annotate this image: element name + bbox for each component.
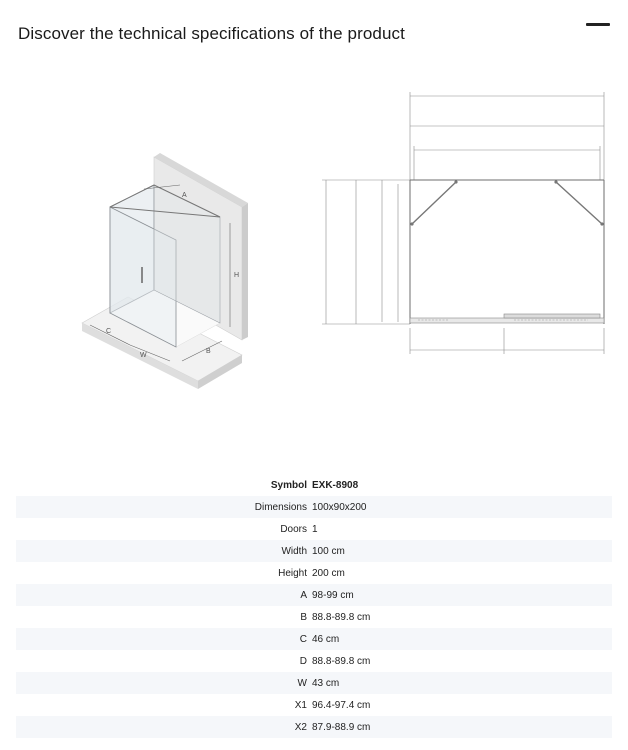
spec-row-symbol xyxy=(16,474,612,496)
spec-row-a xyxy=(16,584,612,606)
spec-label: Height xyxy=(278,567,307,579)
spec-value: 200 cm xyxy=(312,567,345,579)
spec-label: X2 xyxy=(294,721,307,733)
spec-label: X1 xyxy=(294,699,307,711)
spec-value: EXK-8908 xyxy=(312,479,359,491)
iso-label-b: B xyxy=(206,348,211,355)
spec-value: 100 cm xyxy=(312,545,345,557)
spec-value: 1 xyxy=(312,523,318,535)
spec-value: 87.9-88.9 cm xyxy=(312,721,371,733)
spec-value: 100x90x200 xyxy=(312,501,367,513)
isometric-shower-drawing xyxy=(70,145,270,395)
spec-label: W xyxy=(297,677,307,689)
spec-label: Symbol xyxy=(270,479,307,491)
spec-row-c xyxy=(16,628,612,650)
spec-value: 46 cm xyxy=(312,633,340,645)
spec-label: Dimensions xyxy=(254,501,307,513)
spec-value: 98-99 cm xyxy=(312,589,354,601)
spec-value: 96.4-97.4 cm xyxy=(312,699,371,711)
spec-label: Doors xyxy=(280,523,307,535)
hamburger-icon[interactable] xyxy=(586,23,610,26)
spec-row-height xyxy=(16,562,612,584)
page-title: Discover the technical specifications of the product xyxy=(18,24,405,43)
iso-label-h: H xyxy=(234,272,240,279)
spec-row-x2 xyxy=(16,716,612,738)
spec-row-b xyxy=(16,606,612,628)
spec-label: B xyxy=(300,611,307,623)
spec-value: 88.8-89.8 cm xyxy=(312,611,371,623)
spec-row-doors xyxy=(16,518,612,540)
spec-label: Width xyxy=(281,545,307,557)
spec-label: D xyxy=(299,655,307,667)
spec-label: C xyxy=(299,633,307,645)
spec-row-width xyxy=(16,540,612,562)
plan-view-drawing xyxy=(318,88,618,360)
iso-label-a: A xyxy=(182,192,187,199)
specifications-table xyxy=(16,474,612,738)
spec-row-w xyxy=(16,672,612,694)
spec-label: A xyxy=(300,589,307,601)
iso-label-c: C xyxy=(106,328,112,335)
spec-value: 43 cm xyxy=(312,677,340,689)
spec-row-dimensions xyxy=(16,496,612,518)
spec-value: 88.8-89.8 cm xyxy=(312,655,371,667)
spec-row-x1 xyxy=(16,694,612,716)
iso-label-w: W xyxy=(140,352,147,359)
spec-row-d xyxy=(16,650,612,672)
